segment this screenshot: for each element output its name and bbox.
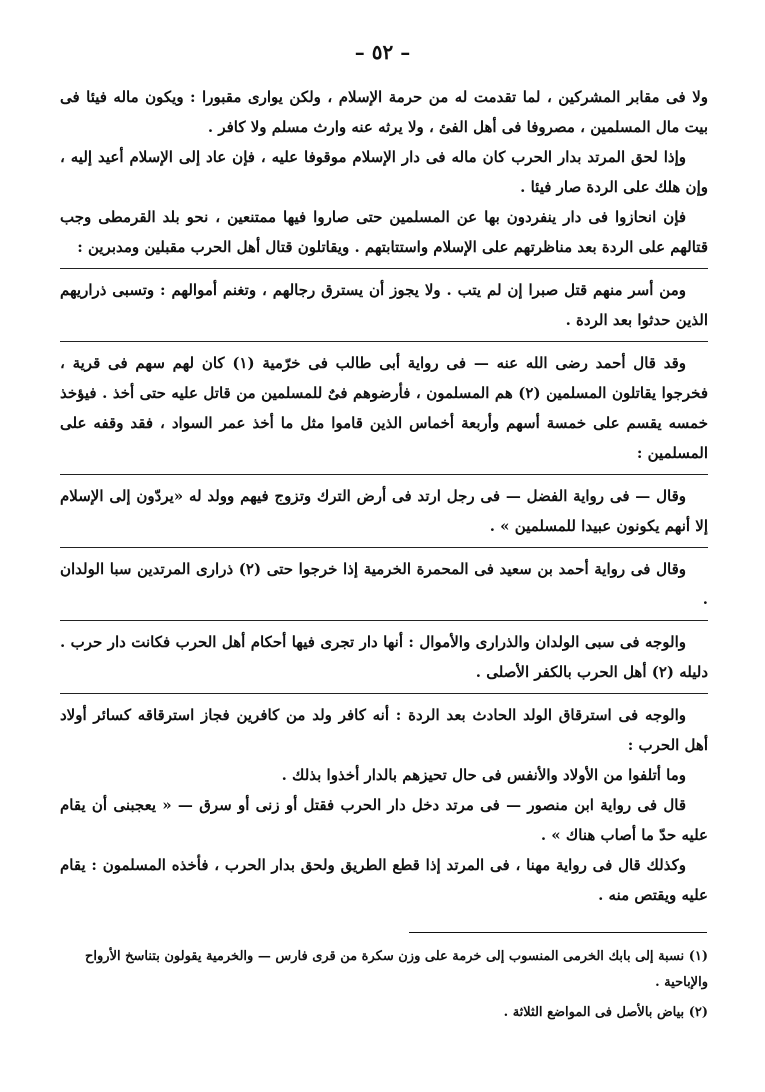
paragraph: وقال — فى رواية الفضل — فى رجل ارتد فى أرض الترك وتزوج فيهم وولد له «يردّون إلى الإسلام إلا أنهم يكونون عبيدا للمسلمين » . [60, 481, 708, 548]
page-number: – ٥٢ – [354, 40, 411, 64]
paragraph: وكذلك قال فى رواية مهنا ، فى المرتد إذا قطع الطريق ولحق بدار الحرب ، فأخذه المسلمون : يقام عليه ويقتص منه . [60, 856, 708, 904]
footnote: (٢) بياض بالأصل فى المواضع الثلاثة . [503, 1005, 708, 1020]
footnote: (١) نسبة إلى بابك الخرمى المنسوب إلى خرمة على وزن سكرة من قرى فارس — والخرمية يقولون بتناسخ الأرواح والإباحية . [85, 949, 708, 990]
main-text [60, 82, 708, 910]
paragraph: وقد قال أحمد رضى الله عنه — فى رواية أبى طالب فى خرّمية (١) كان لهم سهم فى قرية ، فخرجوا يقاتلون المسلمين (٢) هم المسلمون ، فأرضوهم فىٌ للمسلمين من قاتل عليه حتى أخذ . فيؤخذ خمسه يقسم على خمسة أسهم وأربعة أخماس الذين قاموا مثل ما أخذ عمر السواد ، فقد وقفه على المسلمين : [60, 348, 708, 475]
paragraph: وإذا لحق المرتد بدار الحرب كان ماله فى دار الإسلام موقوفا عليه ، فإن عاد إلى الإسلام أعيد إليه ، وإن هلك على الردة صار فيئا . [60, 148, 708, 196]
footnotes [60, 944, 708, 1030]
paragraph: والوجه فى استرقاق الولد الحادث بعد الردة : أنه كافر ولد من كافرين فجاز استرقاقه كسائر أولاد أهل الحرب : [60, 706, 708, 754]
footnote-divider [409, 932, 707, 933]
paragraph: والوجه فى سبى الولدان والذرارى والأموال : أنها دار تجرى فيها أحكام أهل الحرب فكانت دار حرب . دليله (٢) أهل الحرب بالكفر الأصلى . [60, 627, 708, 694]
paragraph: ولا فى مقابر المشركين ، لما تقدمت له من حرمة الإسلام ، ولكن يوارى مقبورا : ويكون ماله فيئا فى بيت مال المسلمين ، مصروفا فى أهل الفئ ، ولا يرثه عنه وارث مسلم ولا كافر . [60, 88, 708, 136]
paragraph: ومن أسر منهم قتل صبرا إن لم يتب . ولا يجوز أن يسترق رجالهم ، وتغنم أموالهم : وتسبى ذراريهم الذين حدثوا بعد الردة . [60, 275, 708, 342]
paragraph: وما أتلفوا من الأولاد والأنفس فى حال تحيزهم بالدار أخذوا بذلك . [281, 766, 686, 784]
paragraph: فإن انحازوا فى دار ينفردون بها عن المسلمين حتى صاروا فيها ممتنعين ، نحو بلد القرمطى وجب قتالهم على الردة بعد مناظرتهم على الإسلام واستتابتهم . ويقاتلون قتال أهل الحرب مقبلين ومدبرين : [60, 202, 708, 269]
paragraph: وقال فى رواية أحمد بن سعيد فى المحمرة الخرمية إذا خرجوا حتى (٢) ذرارى المرتدين سبا الولدان . [60, 554, 708, 621]
paragraph: قال فى رواية ابن منصور — فى مرتد دخل دار الحرب فقتل أو زنى أو سرق — « يعجبنى أن يقام عليه حدّ ما أصاب هناك » . [60, 796, 708, 844]
